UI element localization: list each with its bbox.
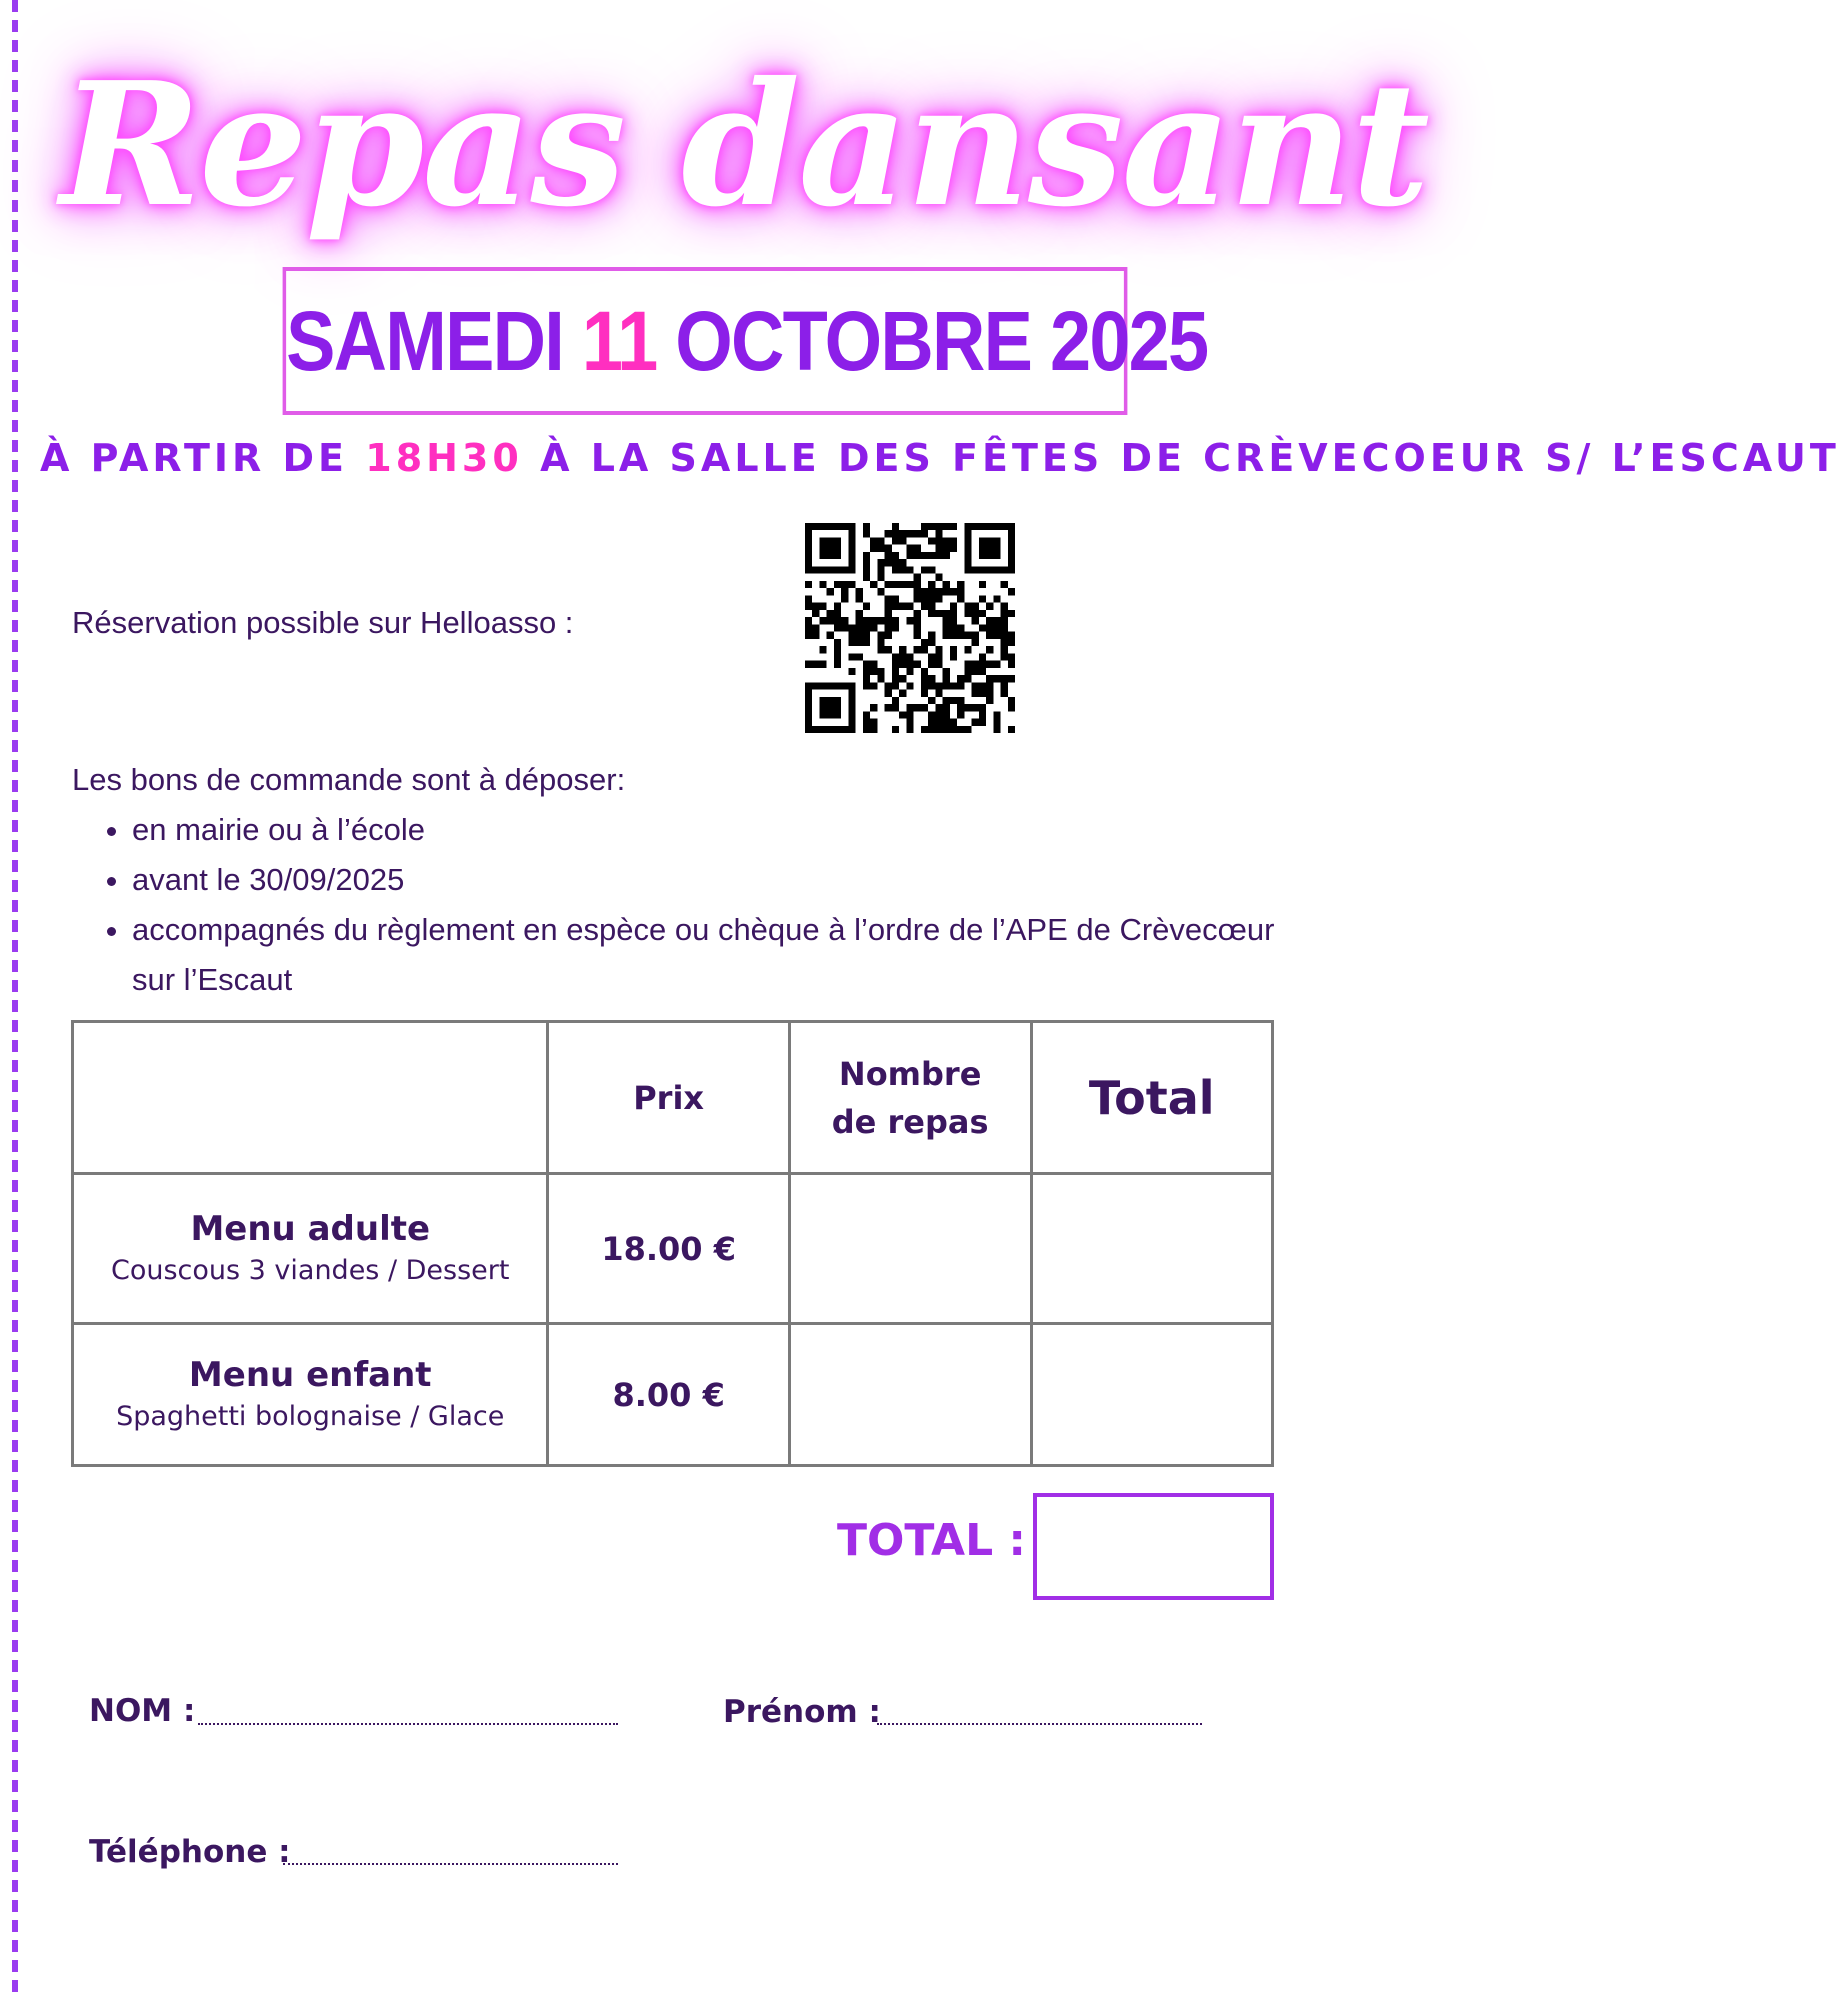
menu-price: 18.00 €: [548, 1174, 789, 1324]
subtitle-suffix: À LA SALLE DES FÊTES DE CRÈVECOEUR S/ L’ESCAUT: [540, 436, 1840, 480]
grand-total-label: TOTAL :: [837, 1515, 1027, 1566]
menu-cell: [73, 1324, 548, 1466]
header-count-label: Nombre de repas: [831, 1054, 989, 1141]
menu-name: Menu adulte: [190, 1208, 431, 1249]
order-table: [71, 1020, 1274, 1467]
menu-cell: [73, 1174, 548, 1324]
subtitle-prefix: À PARTIR DE: [40, 436, 349, 480]
date-day: 11: [581, 294, 657, 388]
subtitle-time: 18H30: [365, 436, 523, 480]
dashed-left-border: [12, 0, 18, 2000]
header-empty-cell: [73, 1022, 548, 1174]
nom-field[interactable]: [198, 1723, 618, 1725]
instructions: [72, 755, 1292, 1005]
event-date-box: [283, 267, 1208, 415]
telephone-field[interactable]: [283, 1863, 618, 1865]
prenom-label: Prénom :: [723, 1694, 881, 1730]
event-location-line: [40, 428, 1840, 488]
instructions-list: [72, 805, 1292, 1005]
table-row: [73, 1324, 1273, 1466]
prenom-field[interactable]: [877, 1723, 1202, 1725]
nom-label: NOM :: [89, 1693, 196, 1729]
reservation-text: Réservation possible sur Helloasso :: [72, 605, 574, 640]
header-total: Total: [1031, 1022, 1273, 1174]
header-price: Prix: [548, 1022, 789, 1174]
table-row: [73, 1174, 1273, 1324]
header-count: [789, 1022, 1031, 1174]
menu-name: Menu enfant: [188, 1354, 432, 1395]
row-total-field[interactable]: [1031, 1324, 1273, 1466]
qr-modules: [805, 523, 1015, 733]
grand-total-field[interactable]: [1033, 1493, 1274, 1600]
date-suffix: OCTOBRE 2025: [675, 294, 1208, 388]
date-prefix: SAMEDI: [286, 294, 564, 388]
helloasso-qr-code[interactable]: [805, 523, 1015, 733]
menu-description: Couscous 3 viandes / Dessert: [110, 1254, 510, 1286]
page-title: Repas dansant: [60, 45, 1428, 245]
row-total-field[interactable]: [1031, 1174, 1273, 1324]
meal-count-field[interactable]: [789, 1174, 1031, 1324]
menu-description: Spaghetti bolognaise / Glace: [116, 1400, 505, 1432]
menu-price: 8.00 €: [548, 1324, 789, 1466]
meal-count-field[interactable]: [789, 1324, 1031, 1466]
table-header-row: [73, 1022, 1273, 1174]
instruction-item: • accompagnés du règlement en espèce ou chèque à l’ordre de l’APE de Crèvecœur sur l’Escaut: [132, 905, 1292, 1005]
instruction-item: • avant le 30/09/2025: [132, 855, 1292, 905]
instruction-item: • en mairie ou à l’école: [132, 805, 1292, 855]
telephone-label: Téléphone :: [89, 1834, 291, 1870]
instructions-intro: Les bons de commande sont à déposer:: [72, 762, 626, 797]
